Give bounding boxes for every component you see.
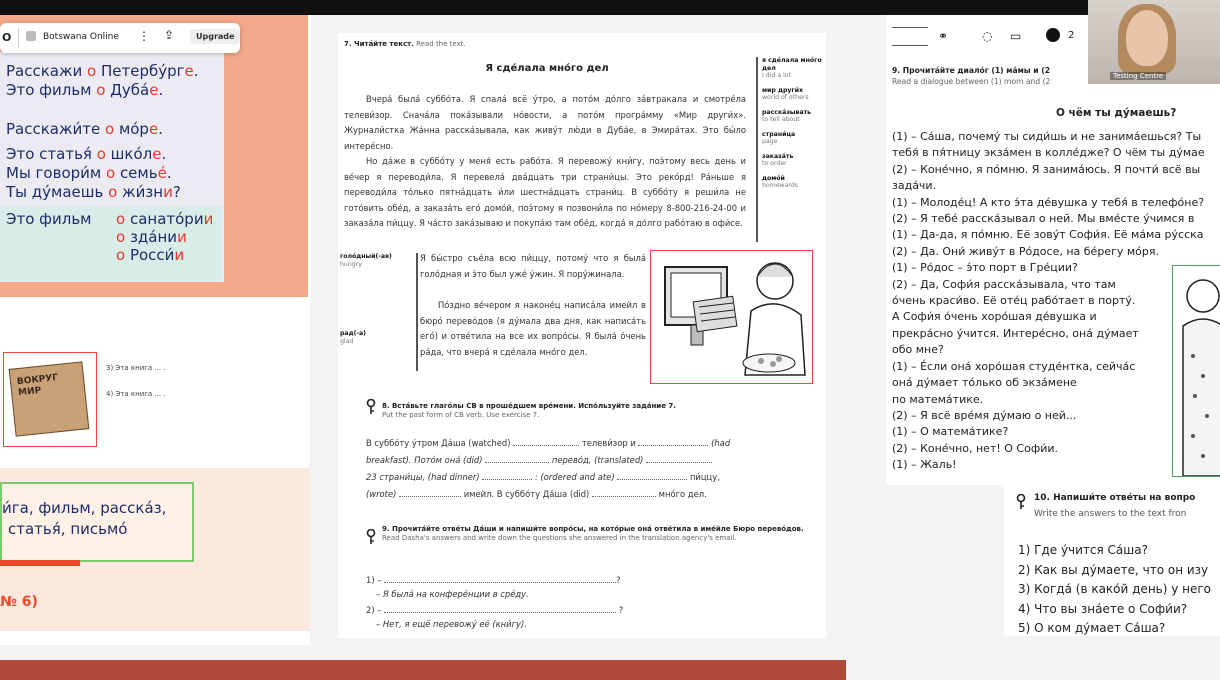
film-label: Это фильм bbox=[6, 210, 92, 228]
glossary-item: рад(-а) glad bbox=[340, 330, 367, 345]
dialog-line: зада́чи. bbox=[892, 179, 937, 193]
bottom-bar bbox=[0, 660, 846, 680]
dialog-line: (2) – Я всё вре́мя ду́маю о ней... bbox=[892, 408, 1077, 422]
task8-line2a: breakfast). Пото́м она́ (did) bbox=[366, 455, 483, 465]
task8-line4a: (wrote) bbox=[366, 489, 397, 499]
answer-2: – Нет, я ещё перевожу́ её (кни́гу). bbox=[376, 619, 527, 629]
task8-line3b: : (ordered and ate) bbox=[534, 472, 615, 482]
story-paragraph-4: По́здно ве́чером я наконе́ц написа́ла имейл в бюро́ перево́дов (я ду́мала два дня, как написа́ть его́) и отве́тила на все их вопро́сы. Я была́ о́чень ра́да, что вчера́ я сде́лала мно́го дел. bbox=[420, 300, 646, 357]
glossary-item: страни́ца page bbox=[762, 130, 796, 145]
task8-label: 8. Вста́вьте глаго́лы СВ в проше́дшем вре́мени. Испо́льзуйте зада́ние 7. bbox=[382, 402, 676, 410]
question-1-input[interactable] bbox=[384, 582, 616, 583]
avatar[interactable] bbox=[1046, 28, 1060, 42]
dialog-line: (1) – Са́ша, почему́ ты сиди́шь и не занима́ешься? Ты bbox=[892, 130, 1202, 143]
task10-en: Write the answers to the text fron bbox=[1034, 509, 1187, 519]
question-1-num: 1) – bbox=[366, 575, 382, 585]
dialog-line: (1) – Е́сли она́ хоро́шая студе́нтка, сейча́с bbox=[892, 359, 1136, 373]
task8-line4b: имейл. В суббо́ту Да́ша (did) bbox=[463, 489, 590, 499]
question-2-num: 2) – bbox=[366, 605, 382, 615]
dialog-line: (1) – Молоде́ц! А кто э́та де́вушка у тебя́ в телефо́не? bbox=[892, 195, 1205, 209]
words-line-1: и́га, фильм, расска́з, bbox=[2, 499, 167, 517]
task9-en: Read Dasha's answers and write down the questions she answered in the translation agency's email. bbox=[382, 534, 737, 542]
participant-label: Testing Centre bbox=[1110, 72, 1166, 80]
dialog-line: о́чень краси́во. Её оте́ц рабо́тает в порту́. bbox=[892, 294, 1136, 308]
dialog-line: (1) – Ро́дос – э́то порт в Гре́ции? bbox=[892, 261, 1078, 275]
bottom-bar-right bbox=[846, 660, 1220, 680]
story-paragraph-2: Но да́же в суббо́ту у меня́ есть рабо́та. Я перевожу́ кни́гу, поэ́тому весь день и ве́чер я переводи́ла. Я перевела́ два́дцать три страни́цы. Это реко́рд! Ра́ньше я переводи́ла то́лько пятна́дцать и́ли шестна́дцать страни́ц. В суббо́ту я реши́ла не гото́вить обе́д, а заказа́ть его́ домо́й, поэ́тому я позвони́ла по но́меру 8-800-216-24-00 и заказа́ла пи́ццу. Я ча́сто зака́зываю и покупа́ю там обе́д, когда́ я до́лго рабо́таю в офи́се. bbox=[344, 156, 746, 229]
task10-label: 10. Напиши́те отве́ты на вопро bbox=[1034, 493, 1196, 503]
dialog-title: О чём ты ду́маешь? bbox=[1056, 107, 1177, 119]
woman-illustration bbox=[1173, 266, 1220, 476]
book-cover-title: ВОКРУГ МИР bbox=[16, 372, 59, 399]
dialog-line: она́ ду́мает то́лько об экза́мене bbox=[892, 376, 1077, 390]
glossary-2-divider bbox=[416, 253, 418, 371]
book-cover bbox=[9, 361, 90, 436]
glossary-item: голо́дный(-ая) hungry bbox=[340, 253, 392, 268]
question-item: 3) Когда́ (в како́й день) у него bbox=[1018, 582, 1212, 596]
task8-line1b: телеви́зор и bbox=[581, 438, 636, 448]
logo-icon[interactable]: O bbox=[2, 31, 12, 44]
glossary-item: заказа́ть to order bbox=[762, 152, 794, 167]
dialog-line: (2) – Я тебе́ расска́зывал о ней. Мы вме́сте у́чимся в bbox=[892, 212, 1195, 226]
words-box bbox=[0, 482, 194, 562]
computer-girl-illustration bbox=[651, 251, 812, 383]
grammar-mint-box bbox=[0, 206, 222, 281]
chat-icon[interactable]: ◌ bbox=[982, 29, 993, 43]
task8-line1c: (had bbox=[711, 438, 731, 448]
task9r-label: 9. Прочита́йте диало́г (1) ма́мы и (2 bbox=[892, 66, 1051, 75]
film-option: о зда́нии bbox=[116, 228, 187, 246]
grammar-line: Расскажи о Петербу́рге. bbox=[6, 62, 199, 80]
question-item: 5) О ком ду́мает Са́ша? bbox=[1018, 621, 1166, 635]
textbook-page-right-bottom bbox=[1004, 484, 1220, 636]
task7-label: 7. Чита́йте текст. bbox=[344, 40, 414, 48]
answer-1: – Я была́ на конфере́нции в сре́ду. bbox=[376, 589, 529, 599]
task8-line3c: пи́ццу, bbox=[689, 472, 720, 482]
key-icon bbox=[366, 529, 376, 545]
dialog-line: (2) – Коне́чно, нет! О Софи́и. bbox=[892, 441, 1059, 455]
blank-input[interactable] bbox=[482, 479, 532, 480]
task7-en: Read the text. bbox=[416, 40, 466, 48]
dialog-line: обо мне? bbox=[892, 343, 944, 357]
key-icon bbox=[366, 399, 376, 415]
participants-count: 2 bbox=[1068, 30, 1075, 41]
blank-input[interactable] bbox=[638, 445, 708, 446]
words-line-2: статья́, письмо́ bbox=[8, 520, 128, 538]
dialog-line: (1) – О матема́тике? bbox=[892, 425, 1009, 439]
blank-input[interactable] bbox=[399, 496, 461, 497]
textbook-page-right bbox=[886, 15, 1220, 485]
task9r-en: Read a dialogue between (1) mom and (2 bbox=[892, 77, 1051, 86]
glossary-2 bbox=[340, 253, 414, 407]
dialog-line: (2) – Да. Они́ живу́т в Ро́досе, на бе́регу мо́ря. bbox=[892, 244, 1159, 258]
more-vertical-icon[interactable]: ⋮ bbox=[138, 29, 150, 43]
story-paragraph-3: Я бы́стро съе́ла всю пи́ццу, потому́ что я была́ голо́дная и э́то был уже́ у́жин. Я пору́жинала. bbox=[420, 253, 646, 279]
webcam-video[interactable] bbox=[1088, 0, 1220, 84]
grammar-line: Мы говори́м о семье́. bbox=[6, 164, 172, 182]
textbook-page-middle: 7. Чита́йте текст. Read the text. Я сде́лала мно́го дел Вчера́ была́ суббо́та. Я спала́ всё у́тро, а пото́м до́лго за́втракала и смотре́ла телеви́зор. Снача́ла пока́зывали но́вости, а пото́м програ́мму «Мир други́х». Журнали́стка Жа́нна расска́зывала, как живу́т лю́ди в Дуба́е, в Эмира́тах. Это бы́ло интере́сно. Но да́же в суббо́ту у меня́ есть рабо́та. Я перевожу́ кни́гу, поэ́тому весь день и ве́чер я переводи́ла. Я перевела́ два́дцать три страни́цы. Это реко́рд! Ра́ньше я переводи́ла то́лько пятна́дцать и́ли шестна́дцать страни́ц. В суббо́ту я реши́ла не гото́вить обе́д, а заказа́ть его́ домо́й, поэ́тому я позвони́ла по но́меру 8-800-216-24-00 и заказа́ла пи́ццу. Я ча́сто зака́зываю и покупа́ю там обе́д, когда́ я до́лго рабо́таю в офи́се. я сде́лала мно́го дел I did a lot мир други́х world of others расска́зывать to tell about страни́ца page заказа́ть to order домо́й homewards голо́дный(-ая) hungry рад(-а) glad Я бы́стро съе́ла всю пи́ццу, потому́ что я была́ голо́дная и э́то был уже́ у́жин. Я пору́жинала. По́здно ве́чером я наконе́ц написа́ла имейл в бюро́ перево́дов (я ду́мала два дня, как написа́ть его́) и отве́тила на все их вопро́сы. Я была́ о́чень ра́да, что вчера́ я сде́лала мно́го дел. 8. Вста́вьте глаго́лы СВ в проше́дшем вре́мени. Испо́льзуйте зада́ние 7. Put the past form of CB verb. Use exercise 7. В суббо́ту у́тром Да́ша (watched) телеви́зор и (had breakfast). Пото́м она́ (did) перево́д, (translated) 23 страни́цы, (had dinner) : (ordered and ate) пи́ццу, (wrote) имейл. В суббо́ту Да́ша (did) мно́го дел. 9. Прочита́йте отве́ты Да́ши и напиши́те вопро́сы, на кото́рые она́ отве́тила в име́йле Бюро перево́дов. Read Dasha's answers and write down the questions she answered in the translation agency's email. 1) – ? – Я была́ на конфере́нции в сре́ду. 2) – ? – Нет, я ещё перевожу́ её (кни́гу). bbox=[338, 33, 826, 638]
link-icon[interactable]: ⚭ bbox=[938, 29, 949, 43]
blank-input[interactable] bbox=[646, 462, 712, 463]
story-title: Я сде́лала мно́го дел bbox=[485, 63, 609, 74]
glossary-divider bbox=[756, 57, 758, 242]
share-icon[interactable]: ⇪ bbox=[164, 28, 175, 42]
divider-line bbox=[892, 45, 928, 46]
video-icon[interactable]: ▭ bbox=[1010, 29, 1022, 43]
person-face bbox=[1126, 10, 1168, 66]
question-item: 4) Что вы зна́ете о Софи́и? bbox=[1018, 601, 1188, 616]
book-image-frame bbox=[3, 352, 97, 447]
dialog-line: по матема́тике. bbox=[892, 392, 984, 406]
film-option: о санато́рии bbox=[116, 210, 214, 228]
task8-line2b: перево́д, (translated) bbox=[551, 455, 644, 465]
dialog-line: прекра́сно у́чится. Интере́сно, она́ ду́мает bbox=[892, 326, 1139, 340]
film-option: о Росси́и bbox=[116, 246, 185, 264]
glossary-item: домо́й homewards bbox=[762, 174, 798, 189]
task8-line3a: 23 страни́цы, (had dinner) bbox=[366, 472, 480, 482]
grammar-line: Ты ду́маешь о жи́зни? bbox=[6, 183, 181, 201]
task-number: № 6) bbox=[0, 594, 38, 610]
divider-line bbox=[892, 27, 928, 28]
app-name[interactable]: Botswana Online bbox=[43, 32, 119, 42]
grammar-line: Расскажи́те о мо́ре. bbox=[6, 120, 163, 138]
flag-icon bbox=[26, 31, 36, 41]
illustration-frame bbox=[650, 250, 813, 384]
toolbar-divider bbox=[18, 28, 19, 48]
grammar-line: Это фильм о Дуба́е. bbox=[6, 81, 164, 99]
floating-toolbar bbox=[0, 23, 240, 53]
blank-input[interactable] bbox=[513, 445, 579, 446]
blank-input[interactable] bbox=[617, 479, 687, 480]
book-question-4: 4) Эта книга ... . bbox=[106, 390, 166, 398]
grammar-line: Это статья́ о шко́ле. bbox=[6, 145, 167, 163]
upgrade-button[interactable]: Upgrade bbox=[190, 29, 240, 44]
task8-en: Put the past form of CB verb. Use exercise 7. bbox=[382, 411, 540, 419]
glossary bbox=[762, 57, 824, 197]
task8-line1a: В суббо́ту у́тром Да́ша (watched) bbox=[366, 438, 511, 448]
story-paragraph-1: Вчера́ была́ суббо́та. Я спала́ всё у́тро, а пото́м до́лго за́втракала и смотре́ла телеви́зор. Снача́ла пока́зывали но́вости, а пото́м програ́мму «Мир други́х». Журнали́стка Жа́нна расска́зывала, как живу́т лю́ди в Дуба́е, в Эмира́тах. Это бы́ло интере́сно. bbox=[344, 94, 746, 151]
task9-label: 9. Прочита́йте отве́ты Да́ши и напиши́те вопро́сы, на кото́рые она́ отве́тила в име́йле Бюро перево́дов. bbox=[382, 525, 804, 533]
dialog-line: (2) – Да, Софи́я расска́зывала, что там bbox=[892, 277, 1116, 291]
red-stripe bbox=[0, 560, 80, 566]
task8-line4c: мно́го дел. bbox=[658, 489, 707, 499]
dialog-line: (1) – Да-да, я по́мню. Её зову́т Софи́я. Её ма́ма ру́сска bbox=[892, 228, 1204, 242]
question-item: 1) Где у́чится Са́ша? bbox=[1018, 543, 1148, 557]
blank-input[interactable] bbox=[592, 496, 656, 497]
glossary-item: я сде́лала мно́го дел I did a lot bbox=[762, 57, 822, 79]
key-icon bbox=[1016, 494, 1026, 510]
dialog-line: тебя́ в пя́тницу экза́мен в колле́дже? О чём ты ду́мае bbox=[892, 146, 1205, 160]
dialog-line: (1) – Жаль! bbox=[892, 458, 957, 472]
dialog-line: А Софи́я о́чень хоро́шая де́вушка и bbox=[892, 310, 1097, 324]
dialog-line: (2) – Коне́чно, я по́мню. Я занима́юсь. Я почти́ всё вы bbox=[892, 162, 1201, 176]
window-top-bar bbox=[0, 0, 1220, 15]
book-question-3: 3) Эта книга ... . bbox=[106, 364, 166, 372]
question-item: 2) Как вы ду́маете, что он изу bbox=[1018, 562, 1209, 577]
blank-input[interactable] bbox=[485, 462, 549, 463]
question-2-input[interactable] bbox=[384, 612, 616, 613]
woman-illustration-frame bbox=[1172, 265, 1220, 477]
glossary-item: мир други́х world of others bbox=[762, 86, 809, 101]
glossary-item: расска́зывать to tell about bbox=[762, 108, 812, 123]
